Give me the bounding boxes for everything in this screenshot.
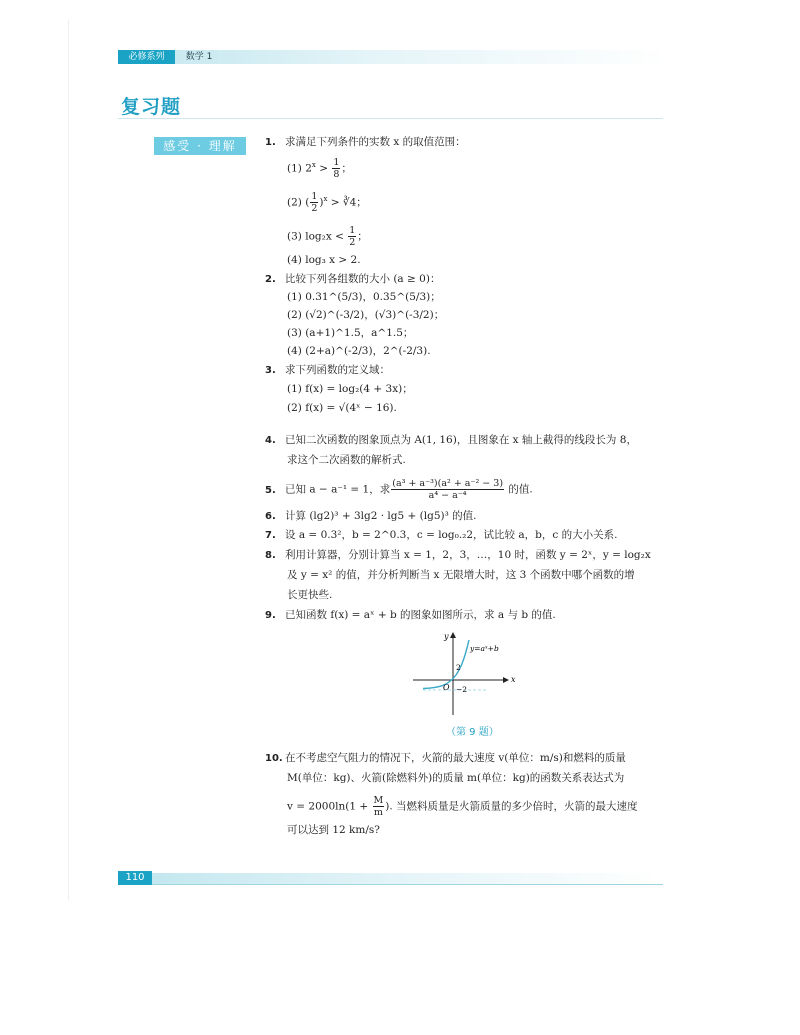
q10-line-3 — [287, 795, 638, 818]
book-tag: 数学 1 — [180, 50, 218, 64]
q1-part-2: (2) ( $\frac{1}{2}$ )$^x$ > ∛4； — [287, 191, 367, 214]
section-rule — [118, 118, 663, 119]
numerator: 1 — [349, 225, 356, 236]
question-1 — [265, 135, 675, 150]
denominator: 8 — [333, 169, 340, 180]
question-text: 求下列函数的定义域： — [285, 364, 390, 376]
q5-text-a: 已知 a − a⁻¹ = 1，求 — [285, 483, 391, 496]
x-label: x — [511, 675, 516, 684]
fraction — [391, 478, 504, 501]
question-text: 求满足下列条件的实数 x 的取值范围： — [285, 136, 466, 148]
footer-line — [118, 884, 663, 885]
q10-line-3-b: ). 当燃料质量是火箭质量的多少倍时，火箭的最大速度 — [385, 800, 638, 813]
origin-label: O — [443, 683, 450, 692]
q2-part-4: (4) (2+a)^(-2/3)，2^(-2/3). — [287, 345, 431, 357]
question-4 — [265, 433, 675, 448]
q3-part-1: (1) f(x) = log₂(4 + 3x)； — [287, 383, 413, 395]
category-label: 感受 · 理解 — [154, 137, 246, 155]
exponential-curve — [423, 640, 469, 689]
q2-part-2: (2) (√2)^(-3/2)，(√3)^(-3/2)； — [287, 309, 445, 321]
q10-line-4: 可以达到 12 km/s? — [287, 824, 380, 836]
q1-part-1-b: > — [315, 162, 332, 175]
q2-part-1: (1) 0.31^(5/3)，0.35^(5/3)； — [287, 291, 441, 303]
question-9 — [265, 608, 675, 623]
question-number: 8. — [265, 550, 276, 561]
question-text: 设 a = 0.3²，b = 2^0.3，c = log₀.₂2，试比较 a，b，c 的大小关系. — [285, 529, 618, 541]
numerator: 1 — [311, 191, 318, 202]
denominator: m — [373, 807, 383, 818]
fraction — [348, 225, 356, 248]
q1-part-4: (4) log₃ x > 2. — [287, 254, 361, 266]
q1-part-3-a: (3) log₂x < — [287, 230, 348, 243]
question-number: 7. — [265, 530, 276, 541]
question-text: 已知二次函数的图象顶点为 A(1, 16)，且图象在 x 轴上截得的线段长为 8， — [285, 434, 637, 446]
q1-part-2-b: > ∛4； — [327, 196, 367, 209]
exponential-graph-figure — [408, 630, 528, 718]
question-number: 9. — [265, 610, 276, 621]
question-text: 在不考虑空气阻力的情况下，火箭的最大速度 v(单位：m/s)和燃料的质量 — [285, 752, 626, 764]
numerator: 1 — [333, 157, 340, 168]
question-number: 10. — [265, 753, 283, 764]
question-text: 已知函数 f(x) = aˣ + b 的图象如图所示，求 a 与 b 的值. — [285, 609, 556, 621]
question-number: 3. — [265, 365, 276, 376]
question-number: 4. — [265, 435, 276, 446]
question-8 — [265, 548, 675, 563]
question-6 — [265, 509, 675, 524]
q1-part-3 — [287, 225, 368, 248]
section-title: 复习题 — [121, 96, 182, 118]
q10-line-2: M(单位：kg)、火箭(除燃料外)的质量 m(单位：kg)的函数关系表达式为 — [287, 772, 625, 784]
q1-part-3-b: ； — [357, 230, 368, 243]
question-text: 利用计算器，分别计算当 x = 1，2，3，…，10 时，函数 y = 2ˣ，y = log₂x — [285, 549, 651, 561]
q8-line-2: 及 y = x² 的值，并分析判断当 x 无限增大时，这 3 个函数中哪个函数的增 — [287, 569, 635, 581]
question-2 — [265, 272, 675, 287]
question-number: 1. — [265, 137, 276, 148]
fraction — [373, 795, 385, 818]
q8-line-3: 长更快些. — [287, 589, 333, 601]
q1-part-2-a: (2) — [287, 196, 306, 209]
series-tag: 必修系列 — [118, 50, 175, 64]
q2-part-3: (3) (a+1)^1.5，a^1.5； — [287, 327, 414, 339]
q3-part-2: (2) f(x) = √(4ˣ − 16). — [287, 402, 397, 414]
denominator: a⁴ − a⁻⁴ — [428, 490, 467, 501]
question-3 — [265, 363, 675, 378]
q1-part-1: (1) $2^x$ > $\frac{1}{8}$ ； — [287, 157, 352, 180]
numerator: M — [373, 795, 384, 806]
tick-label-2: 2 — [456, 663, 461, 672]
q1-part-1-c: ； — [341, 162, 352, 175]
q5-text-b: 的值. — [505, 483, 533, 496]
question-10 — [265, 751, 675, 766]
numerator: (a³ + a⁻³)(a² + a⁻² − 3) — [392, 478, 504, 489]
denominator: 2 — [311, 203, 318, 214]
question-text: 计算 (lg2)³ + 3lg2 · lg5 + (lg5)³ 的值. — [285, 510, 477, 522]
denominator: 2 — [349, 237, 356, 248]
question-7 — [265, 528, 675, 543]
y-axis-arrow — [450, 632, 456, 638]
x-axis-arrow — [503, 677, 509, 683]
fraction — [332, 157, 340, 180]
q10-line-3-a: v = 2000ln(1 + — [287, 800, 372, 813]
tick-label-minus-2: −2 — [456, 685, 468, 694]
question-number: 5. — [265, 484, 276, 496]
y-label: y — [444, 632, 449, 641]
fraction — [310, 191, 318, 214]
page-edge-line — [68, 20, 69, 900]
curve-label: y=aˣ+b — [470, 644, 499, 653]
question-number: 2. — [265, 274, 276, 285]
q4-line-2: 求这个二次函数的解析式. — [287, 454, 406, 466]
figure-caption: （第 9 题） — [446, 727, 499, 738]
question-text: 比较下列各组数的大小 (a ≥ 0)： — [285, 273, 441, 285]
question-number: 6. — [265, 511, 276, 522]
q1-part-1-a: (1) 2 — [287, 162, 312, 175]
question-5 — [265, 478, 675, 501]
page-number: 110 — [118, 871, 152, 885]
